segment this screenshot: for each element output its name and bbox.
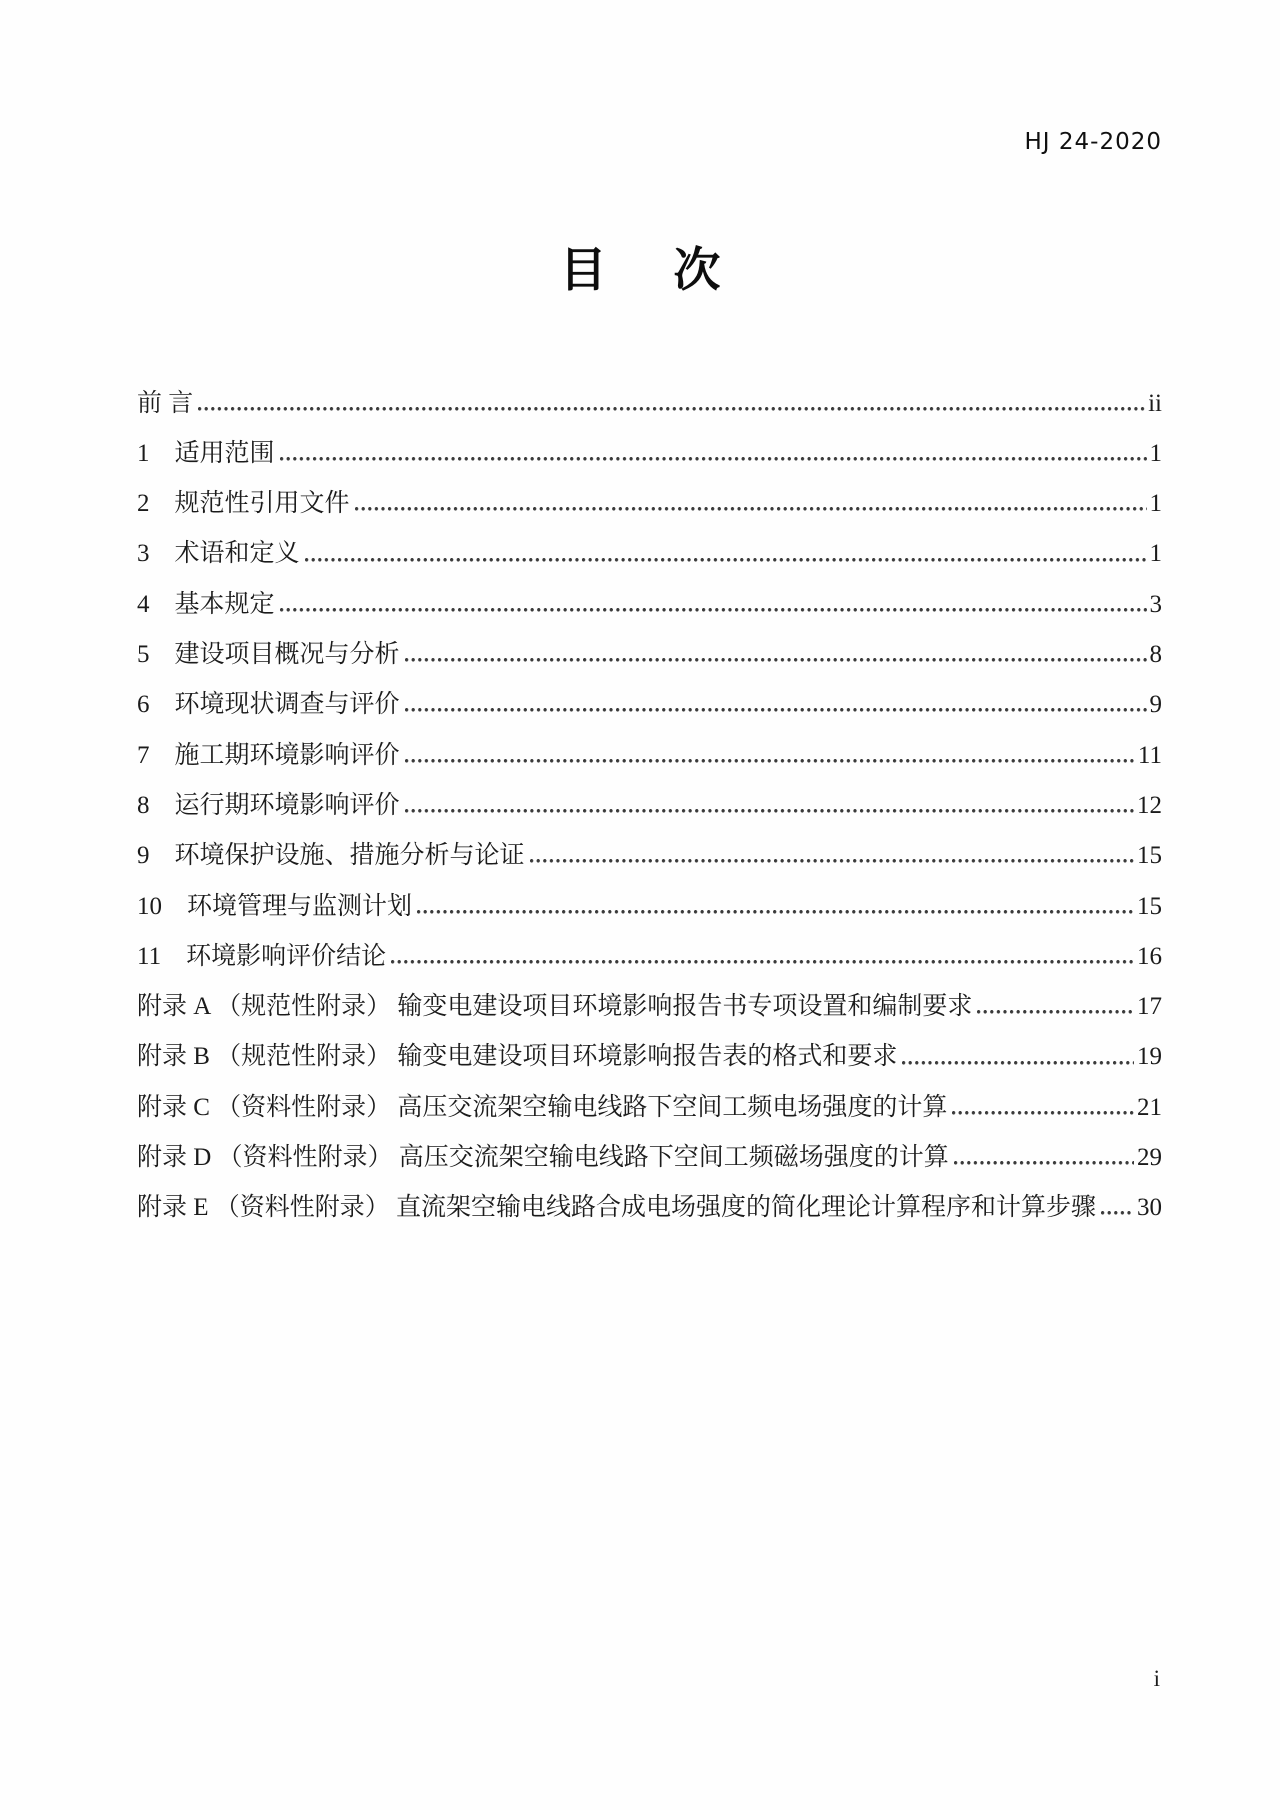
- toc-entry-label: 附录 C （资料性附录） 高压交流架空输电线路下空间工频电场强度的计算: [137, 1093, 948, 1121]
- dot-leader: [355, 491, 1147, 519]
- toc-entry-label: 附录 A （规范性附录） 输变电建设项目环境影响报告书专项设置和编制要求: [137, 993, 973, 1021]
- toc-entry: [137, 720, 1162, 770]
- toc-entry-page: 29: [1137, 1144, 1162, 1171]
- dot-leader: [954, 1145, 1134, 1173]
- page-title: 目 次: [559, 245, 721, 297]
- toc-entry: [137, 469, 1162, 519]
- toc-entry-label: 4 基本规定: [137, 590, 275, 618]
- toc-entry-label: 前 言: [137, 389, 194, 417]
- toc-entry-label: 1 适用范围: [137, 439, 275, 467]
- toc-entry-page: 11: [1137, 741, 1162, 769]
- standard-code-header: HJ 24-2020: [1024, 129, 1162, 155]
- toc-entry-page: 21: [1137, 1093, 1162, 1121]
- toc-entry-page: 15: [1137, 892, 1162, 920]
- dot-leader: [198, 390, 1145, 418]
- toc-entry-page: 15: [1137, 842, 1162, 870]
- toc-entry: [137, 1173, 1162, 1223]
- toc-entry-page: 19: [1137, 1043, 1162, 1071]
- toc-entry: [137, 418, 1162, 468]
- toc-entry-page: 1: [1149, 439, 1162, 467]
- toc-entry-label: 11 环境影响评价结论: [137, 942, 387, 970]
- dot-leader: [530, 843, 1134, 871]
- dot-leader: [1101, 1195, 1134, 1223]
- dot-leader: [405, 642, 1147, 670]
- toc-entry-page: 17: [1137, 993, 1162, 1021]
- toc-entry: [137, 368, 1162, 418]
- dot-leader: [902, 1044, 1134, 1072]
- toc-entry: [137, 670, 1162, 720]
- toc-entry-label: 5 建设项目概况与分析: [137, 641, 400, 669]
- dot-leader: [391, 944, 1134, 972]
- toc-entry-page: ii: [1148, 389, 1162, 417]
- dot-leader: [305, 541, 1147, 569]
- dot-leader: [405, 742, 1135, 770]
- dot-leader: [952, 1094, 1134, 1122]
- toc-entry: [137, 921, 1162, 971]
- dot-leader: [405, 793, 1134, 821]
- toc-entry-label: 附录 B （规范性附录） 输变电建设项目环境影响报告表的格式和要求: [137, 1043, 898, 1071]
- toc-entry-label: 7 施工期环境影响评价: [137, 741, 400, 769]
- dot-leader: [405, 692, 1147, 720]
- toc-entry-page: 30: [1137, 1194, 1162, 1222]
- toc-entry-label: 10 环境管理与监测计划: [137, 892, 413, 920]
- dot-leader: [977, 994, 1134, 1022]
- toc-entry: [137, 821, 1162, 871]
- toc-list: [137, 368, 1162, 1223]
- toc-entry: [137, 972, 1162, 1022]
- toc-entry-label: 6 环境现状调查与评价: [137, 691, 400, 719]
- toc-entry-label: 3 术语和定义: [137, 540, 300, 568]
- toc-entry-label: 附录 E （资料性附录） 直流架空输电线路合成电场强度的简化理论计算程序和计算步骤: [137, 1194, 1097, 1222]
- toc-entry: [137, 1122, 1162, 1172]
- toc-entry: [137, 770, 1162, 820]
- footer-page-number: i: [1153, 1666, 1160, 1691]
- dot-leader: [280, 591, 1147, 619]
- toc-entry-label: 附录 D （资料性附录） 高压交流架空输电线路下空间工频磁场强度的计算: [137, 1144, 949, 1171]
- toc-entry: [137, 871, 1162, 921]
- toc-entry-page: 12: [1137, 791, 1162, 819]
- toc-entry-page: 8: [1149, 641, 1162, 669]
- dot-leader: [417, 893, 1134, 921]
- toc-entry-label: 2 规范性引用文件: [137, 490, 350, 518]
- toc-entry-label: 8 运行期环境影响评价: [137, 791, 400, 819]
- toc-entry-page: 3: [1149, 590, 1162, 618]
- toc-entry-label: 9 环境保护设施、措施分析与论证: [137, 842, 525, 870]
- toc-entry: [137, 619, 1162, 669]
- toc-entry: [137, 569, 1162, 619]
- toc-entry-page: 16: [1137, 942, 1162, 970]
- toc-entry: [137, 1022, 1162, 1072]
- toc-entry: [137, 1072, 1162, 1122]
- toc-entry-page: 1: [1149, 540, 1162, 568]
- toc-entry: [137, 519, 1162, 569]
- toc-entry-page: 1: [1149, 490, 1162, 518]
- toc-entry-page: 9: [1149, 691, 1162, 719]
- dot-leader: [280, 441, 1147, 469]
